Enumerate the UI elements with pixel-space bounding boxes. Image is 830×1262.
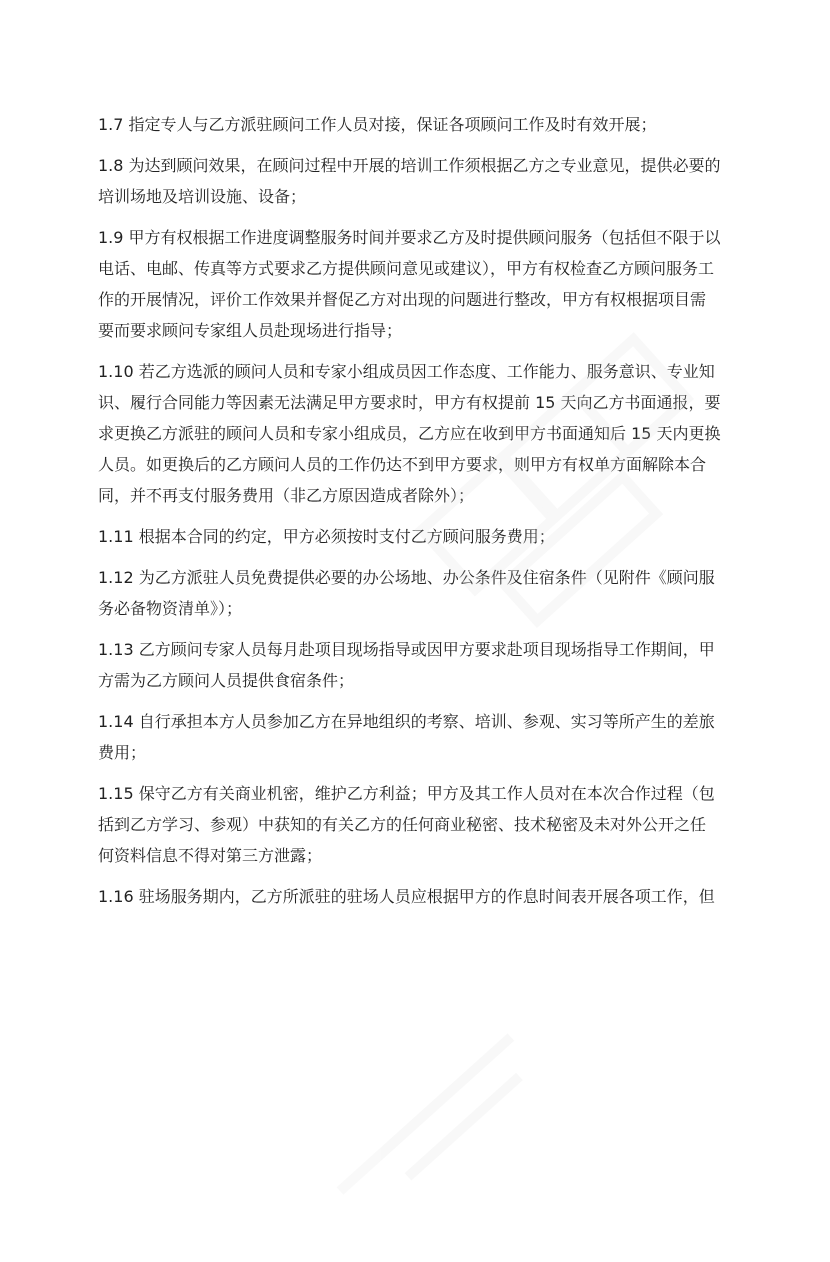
- clause-1-16-line-1: 1.16 驻场服务期内，乙方所派驻的驻场人员应根据甲方的作息时间表开展各项工作，但: [98, 887, 715, 906]
- watermark-lower: [323, 998, 597, 1261]
- clause-1-8-line-2: 培训场地及培训设施、设备；: [98, 187, 307, 206]
- clause-1-9-line-4: 要而要求顾问专家组人员赴现场进行指导；: [98, 321, 403, 340]
- clause-1-8-line-1: 1.8 为达到顾问效果，在顾问过程中开展的培训工作须根据乙方之专业意见，提供必要的: [98, 156, 721, 175]
- clause-1-7-line-1: 1.7 指定专人与乙方派驻顾问工作人员对接，保证各项顾问工作及时有效开展；: [98, 115, 657, 134]
- clause-1-10-line-1: 1.10 若乙方选派的顾问人员和专家小组成员因工作态度、工作能力、服务意识、专业知: [98, 362, 715, 381]
- clause-1-9-line-1: 1.9 甲方有权根据工作进度调整服务时间并要求乙方及时提供顾问服务（包括但不限于以: [98, 228, 721, 247]
- clause-1-10-line-3: 求更换乙方派驻的顾问人员和专家小组成员，乙方应在收到甲方书面通知后 15 天内更换: [98, 424, 721, 443]
- clause-1-12-line-1: 1.12 为乙方派驻人员免费提供必要的办公场地、办公条件及住宿条件（见附件《顾问服: [98, 568, 715, 587]
- clause-1-10-line-5: 同，并不再支付服务费用（非乙方原因造成者除外）；: [98, 486, 475, 505]
- clause-1-9-line-2: 电话、电邮、传真等方式要求乙方提供顾问意见或建议），甲方有权检查乙方顾问服务工: [98, 259, 715, 278]
- clause-1-13-line-2: 方需为乙方顾问人员提供食宿条件；: [98, 671, 355, 690]
- clause-1-11-line-1: 1.11 根据本合同的约定，甲方必须按时支付乙方顾问服务费用；: [98, 527, 555, 546]
- clause-1-9-line-3: 作的开展情况，评价工作效果并督促乙方对出现的问题进行整改，甲方有权根据项目需: [98, 290, 707, 309]
- clause-1-14-line-2: 费用；: [98, 743, 147, 762]
- clause-1-13-line-1: 1.13 乙方顾问专家人员每月赴项目现场指导或因甲方要求赴项目现场指导工作期间，甲: [98, 640, 715, 659]
- clause-1-15-line-3: 何资料信息不得对第三方泄露；: [98, 846, 323, 865]
- clause-1-15-line-2: 括到乙方学习、参观）中获知的有关乙方的任何商业秘密、技术秘密及未对外公开之任: [98, 815, 707, 834]
- clause-1-10-line-2: 识、履行合同能力等因素无法满足甲方要求时，甲方有权提前 15 天向乙方书面通报，要: [98, 393, 721, 412]
- clause-1-10-line-4: 人员。如更换后的乙方顾问人员的工作仍达不到甲方要求，则甲方有权单方面解除本合: [98, 455, 707, 474]
- document-body: [98, 109, 746, 912]
- clause-1-15-line-1: 1.15 保守乙方有关商业机密，维护乙方利益；甲方及其工作人员对在本次合作过程（包: [98, 784, 715, 803]
- clause-1-14-line-1: 1.14 自行承担本方人员参加乙方在异地组织的考察、培训、参观、实习等所产生的差旅: [98, 712, 715, 731]
- clause-1-12-line-2: 务必备物资清单》）；: [98, 599, 243, 618]
